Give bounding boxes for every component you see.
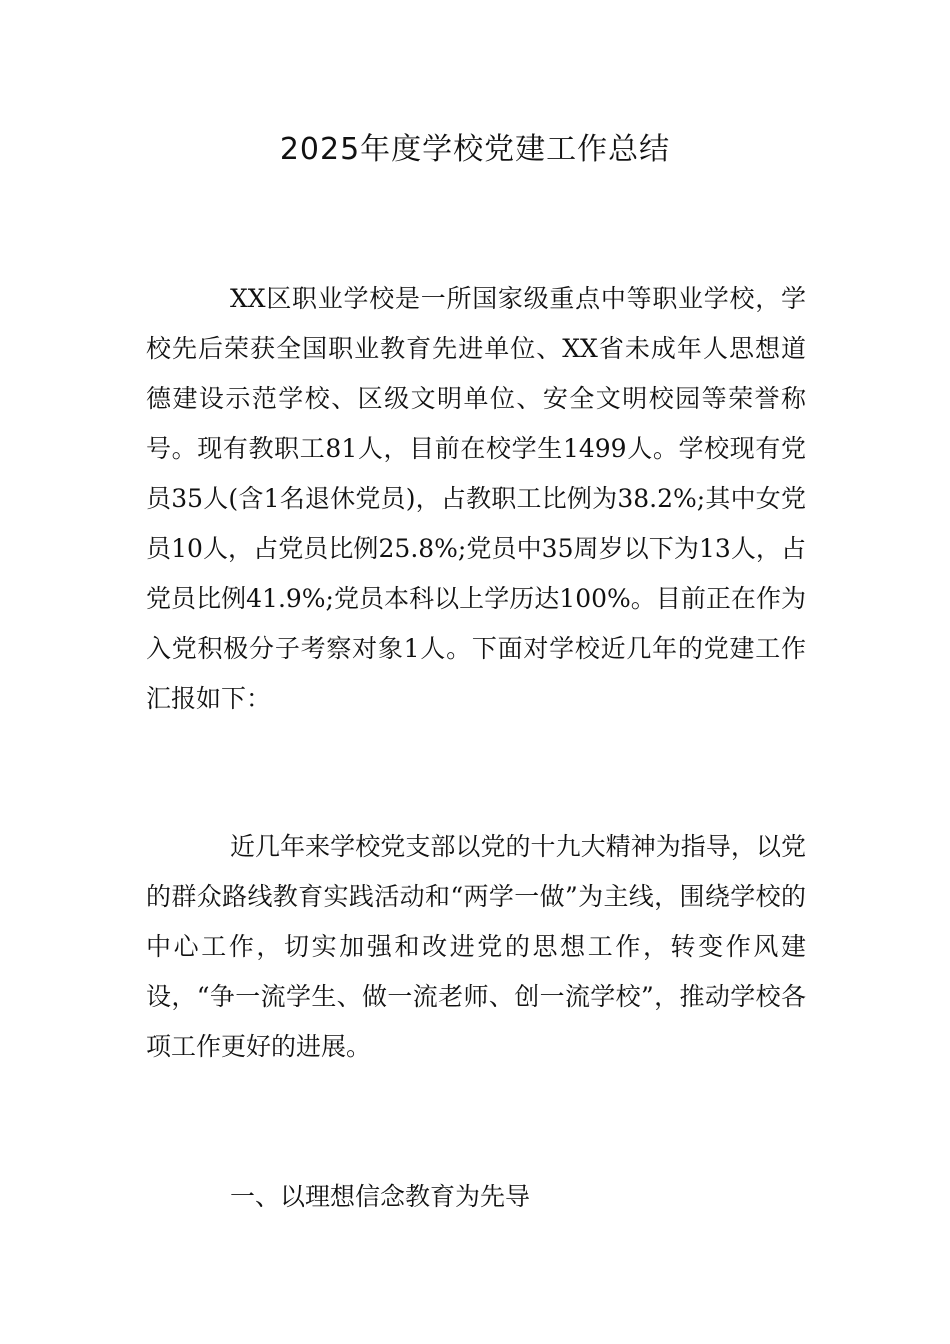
body-paragraph: 近几年来学校党支部以党的十九大精神为指导，以党的群众路线教育实践活动和“两学一做”为主线，围绕学校的中心工作，切实加强和改进党的思想工作，转变作风建设，“争一流学生、做一流老师、创一流学校”，推动学校各项工作更好的进展。	[146, 832, 806, 1061]
document-title: 2025年度学校党建工作总结	[279, 132, 671, 167]
body-paragraph: XX区职业学校是一所国家级重点中等职业学校，学校先后荣获全国职业教育先进单位、XX省未成年人思想道德建设示范学校、区级文明单位、安全文明校园等荣誉称号。现有教职工81人，目前在校学生1499人。学校现有党员35人(含1名退休党员)，占教职工比例为38.2%;其中女党员10人，占党员比例25.8%;党员中35周岁以下为13人，占党员比例41.9%;党员本科以上学历达100%。目前正在作为入党积极分子考察对象1人。下面对学校近几年的党建工作汇报如下：	[146, 284, 806, 713]
section-heading: 一、以理想信念教育为先导	[230, 1182, 531, 1211]
